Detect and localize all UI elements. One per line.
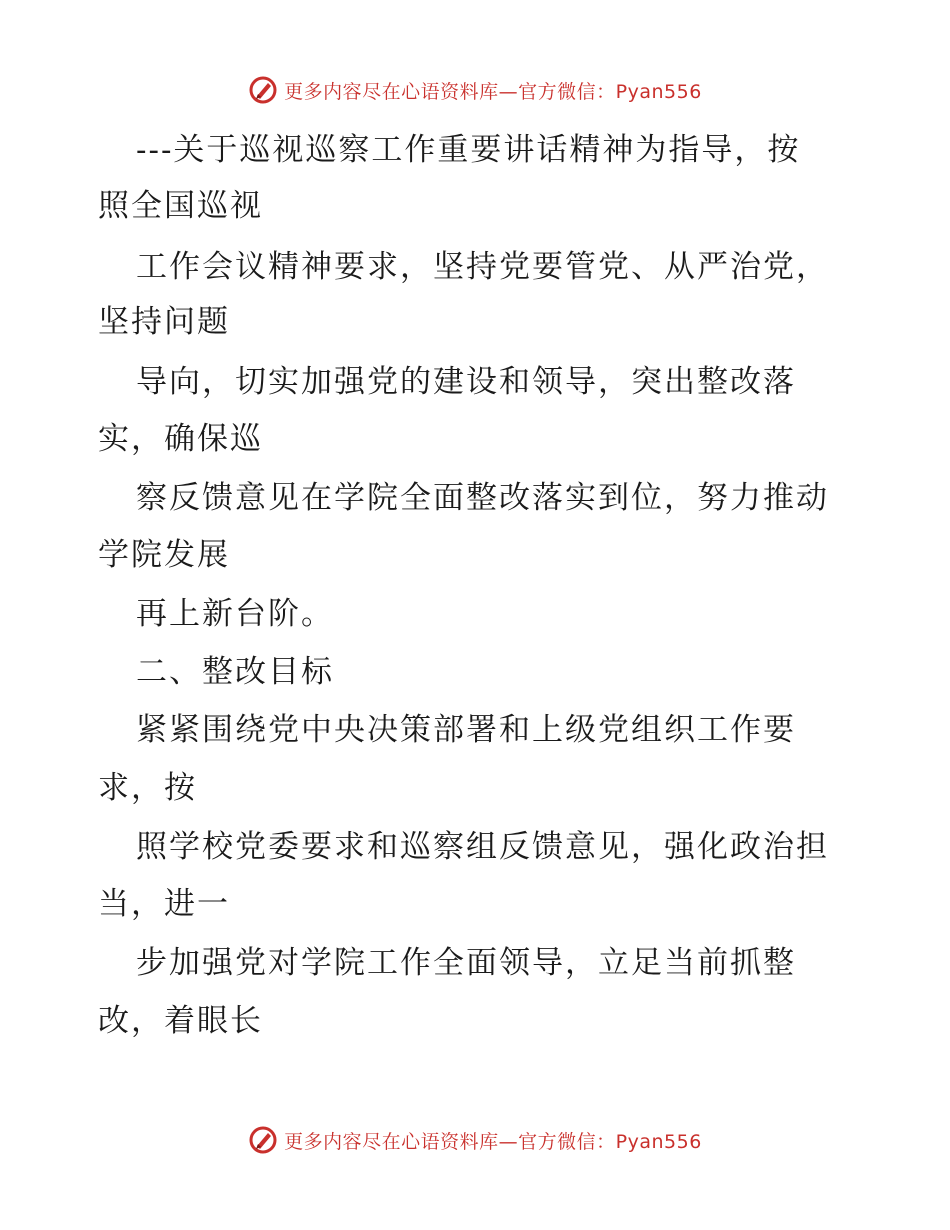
section-heading: 二、整改目标 xyxy=(136,654,334,690)
text-line: 再上新台阶。 xyxy=(136,596,334,632)
text-line: 步加强党对学院工作全面领导，立足当前抓整 xyxy=(136,945,796,981)
text-line: 学院发展 xyxy=(98,537,230,573)
text-line: 察反馈意见在学院全面整改落实到位，努力推动 xyxy=(136,480,829,516)
text-line: 当，进一 xyxy=(98,886,230,922)
header-watermark xyxy=(0,72,950,108)
pen-logo-icon xyxy=(248,75,278,105)
text-line: 求，按 xyxy=(98,770,197,806)
text-line: 导向，切实加强党的建设和领导，突出整改落 xyxy=(136,364,796,400)
text-line: 工作会议精神要求，坚持党要管党、从严治党， xyxy=(136,249,829,285)
text-line: 坚持问题 xyxy=(98,304,230,340)
text-line: 实，确保巡 xyxy=(98,421,263,457)
watermark-text: 更多内容尽在心语资料库—官方微信：Pyan556 xyxy=(284,1130,702,1153)
footer-watermark xyxy=(0,1122,950,1158)
text-line: ---关于巡视巡察工作重要讲话精神为指导，按 xyxy=(136,132,801,168)
pen-logo-icon xyxy=(248,1125,278,1155)
text-line: 改，着眼长 xyxy=(98,1003,263,1039)
text-line: 照学校党委要求和巡察组反馈意见，强化政治担 xyxy=(136,829,829,865)
text-line: 紧紧围绕党中央决策部署和上级党组织工作要 xyxy=(136,712,796,748)
watermark-text: 更多内容尽在心语资料库—官方微信：Pyan556 xyxy=(284,80,702,103)
text-line: 照全国巡视 xyxy=(98,188,263,224)
